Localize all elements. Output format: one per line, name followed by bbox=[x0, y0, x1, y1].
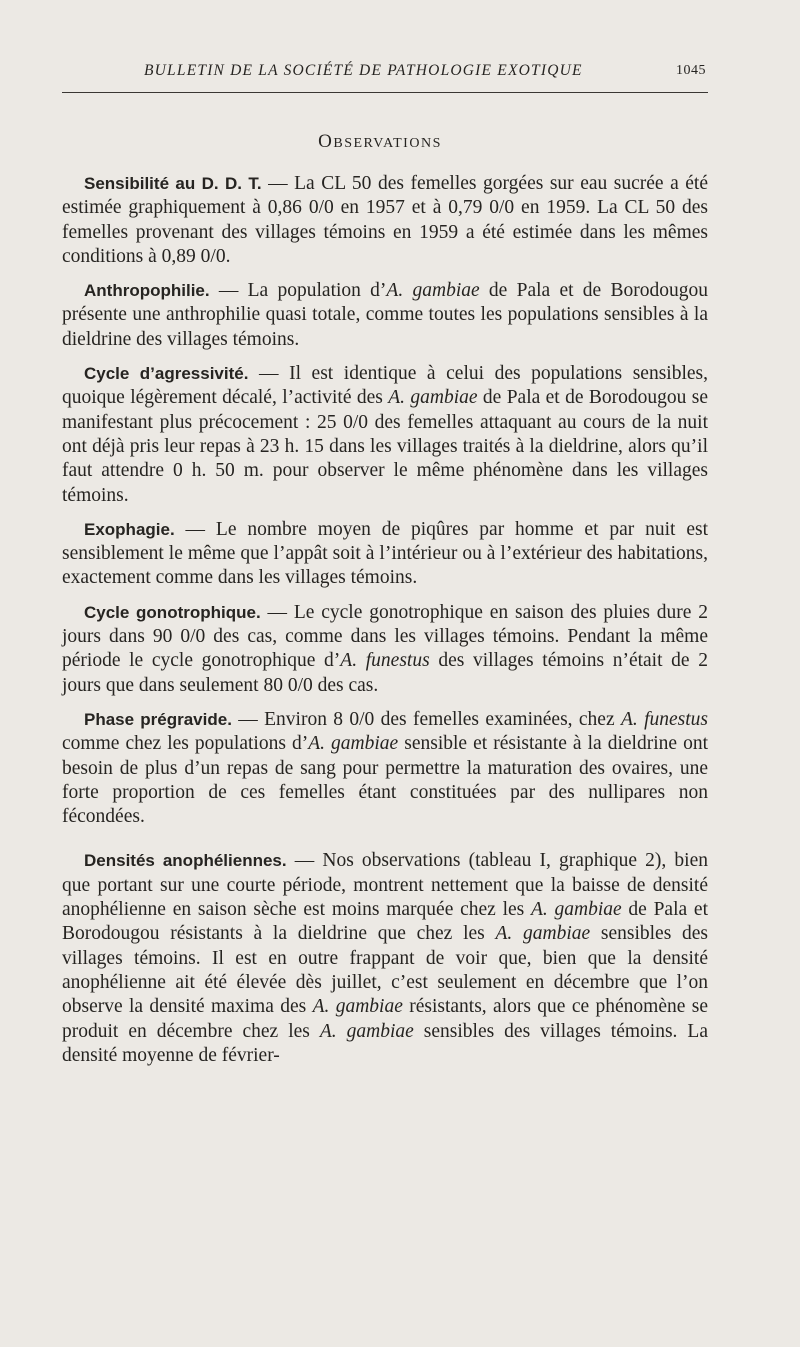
paragraph-label: Cycle gonotrophique. bbox=[84, 602, 261, 622]
paragraph-text: — Environ 8 0/0 des femelles examinées, chez bbox=[231, 708, 621, 730]
paragraph-text: sensible et résistante à la dieldrine ont besoin de plus d’un repas de sang pour permettre la maturation des ovaires, une forte proportion de ces femelles étant constituées par des nullipares non fécondées. bbox=[62, 733, 709, 828]
paragraph bbox=[62, 279, 708, 352]
paragraph-label: Anthropophilie. bbox=[84, 281, 210, 301]
species-name: A. funestus bbox=[340, 650, 430, 672]
paragraph-text: sensibles des villages témoins. Il est en outre frappant de voir que, bien que la densité anophélienne ait été élevée dès juillet, c’est seulement en décembre que l’on observe la densité maxima des bbox=[62, 923, 709, 1018]
paragraph bbox=[62, 362, 708, 508]
section-heading bbox=[0, 131, 760, 153]
paragraph-label: Densités anophéliennes. bbox=[84, 851, 287, 871]
journal-title: BULLETIN DE LA SOCIÉTÉ DE PATHOLOGIE EXOTIQUE bbox=[144, 62, 583, 79]
species-name: A. gambiae bbox=[386, 280, 480, 302]
paragraph-label: Cycle d’agressivité. bbox=[84, 364, 249, 384]
paragraph-text: — Il est identique à celui des populations sensibles, quoique légèrement décalé, l’activité des bbox=[62, 363, 708, 409]
species-name: A. gambiae bbox=[312, 996, 403, 1018]
paragraph-text: — Le cycle gonotrophique en saison des pluies dure 2 jours dans 90 0/0 des cas, comme dans les villages témoins. Pendant la même période le cycle gonotrophique d’ bbox=[62, 601, 709, 672]
paragraph-text: — Le nombre moyen de piqûres par homme et par nuit est sensiblement le même que l’appât soit à l’intérieur ou à l’extérieur des habitations, exactement comme dans les villages témoins. bbox=[62, 518, 708, 589]
paragraph bbox=[62, 849, 708, 1068]
species-name: A. funestus bbox=[620, 708, 708, 730]
species-name: A. gambiae bbox=[308, 733, 399, 755]
paragraph-text: sensibles des villages témoins. La densité moyenne de février- bbox=[62, 1020, 708, 1066]
paragraph bbox=[62, 708, 708, 829]
species-name: A. gambiae bbox=[530, 899, 622, 921]
paragraph bbox=[62, 172, 708, 269]
page-number: 1045 bbox=[676, 63, 706, 78]
paragraph-label: Sensibilité au D. D. T. bbox=[84, 174, 262, 193]
paragraph-text: — Nos observations (tableau I, graphique 2), bien que portant sur une courte période, montrent nettement que la baisse de densité anophélienne en saison sèche est moins marquée chez les bbox=[62, 850, 708, 921]
paragraph-text: comme chez les populations d’ bbox=[62, 733, 309, 755]
paragraph bbox=[62, 601, 708, 698]
article-body bbox=[62, 172, 708, 1068]
species-name: A. gambiae bbox=[319, 1020, 414, 1042]
paragraph-label: Phase prégravide. bbox=[84, 709, 232, 729]
paragraph-text: résistants, alors que ce phénomène se produit en décembre chez les bbox=[62, 996, 708, 1042]
species-name: A. gambiae bbox=[388, 387, 478, 409]
paragraph bbox=[62, 518, 708, 591]
section-heading-rest: BSERVATIONS bbox=[333, 136, 442, 151]
paragraph-text: de Pala et de Borodougou présente une anthrophilie quasi totale, comme toutes les populations sensibles à la dieldrine des villages témoins. bbox=[62, 280, 708, 350]
paragraph-label: Exophagie. bbox=[84, 519, 175, 539]
species-name: A. gambiae bbox=[495, 923, 591, 945]
header-rule bbox=[62, 92, 708, 93]
section-heading-initial: O bbox=[318, 131, 334, 152]
paragraph-text: des villages témoins n’était de 2 jours que dans seulement 80 0/0 des cas. bbox=[62, 650, 708, 696]
paragraph-text: — La CL 50 des femelles gorgées sur eau sucrée a été estimée graphiquement à 0,86 0/0 en 1957 et à 0,79 0/0 en 1959. La CL 50 des femelles provenant des villages témoins en 1959 a été estimée dans les mêmes conditions à 0,89 0/0. bbox=[62, 173, 709, 267]
paragraph-text: — La population d’ bbox=[209, 280, 387, 302]
paragraph-text: de Pala et de Borodougou se manifestant plus précocement : 25 0/0 des femelles attaquant au cours de la nuit ont déjà pris leur repas à 23 h. 15 dans les villages traités à la dieldrine, alors qu’il faut attendre 0 h. 50 m. pour observer le même phénomène dans les villages témoins. bbox=[62, 387, 708, 506]
paragraph-text: de Pala et Borodougou résistants à la dieldrine que chez les bbox=[62, 899, 708, 945]
